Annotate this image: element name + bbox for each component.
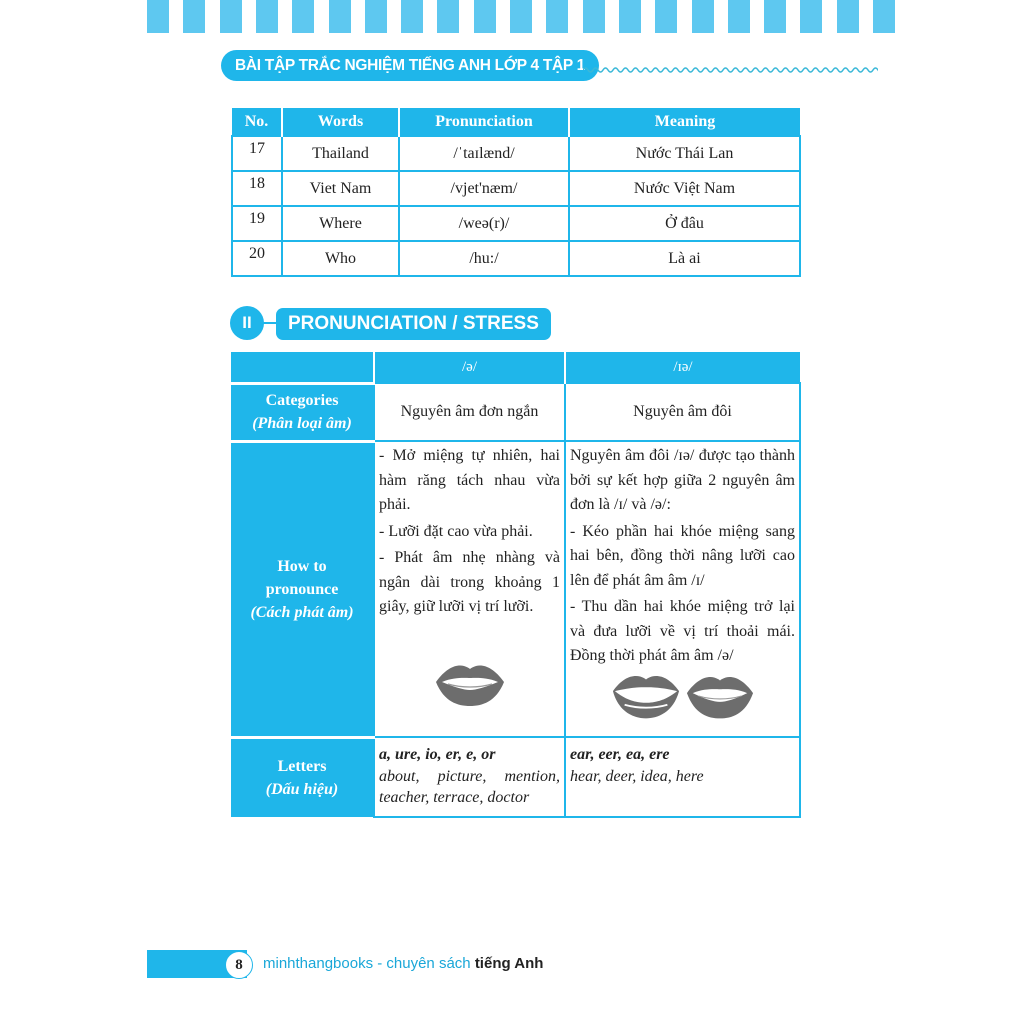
pronunciation-table (231, 352, 801, 818)
how-ia-step: Nguyên âm đôi /ɪə/ được tạo thành bởi sự kết hợp giữa 2 nguyên âm đơn là /ɪ/ và /ə/: (570, 447, 795, 513)
row-header-categories (231, 383, 374, 441)
row-no: 19 (232, 206, 282, 241)
lips-wide-icon (611, 671, 681, 721)
footer-brand-text: minhthangbooks - chuyên sách (263, 955, 471, 972)
lips-icon (434, 660, 506, 708)
table-row (232, 241, 800, 276)
categories-label-vi: (Phân loại âm) (252, 415, 352, 432)
stripe (837, 0, 859, 33)
row-word: Who (282, 241, 399, 276)
stripe (365, 0, 387, 33)
col-header-pronunciation: Pronunciation (399, 108, 569, 136)
categories-schwa: Nguyên âm đơn ngắn (374, 383, 565, 441)
lips-icon (685, 671, 755, 721)
row-meaning: Ở đâu (569, 206, 800, 241)
col-header-schwa: /ə/ (374, 352, 565, 383)
how-label: How to pronounce (265, 557, 339, 598)
stripe (474, 0, 496, 33)
stripe (437, 0, 459, 33)
footer-brand-bold: tiếng Anh (474, 955, 544, 972)
stripe (873, 0, 895, 33)
stripe (183, 0, 205, 33)
categories-ia: Nguyên âm đôi (565, 383, 800, 441)
row-no: 20 (232, 241, 282, 276)
stripe (546, 0, 568, 33)
schwa-letter-patterns: a, ure, io, er, e, or (379, 746, 496, 763)
categories-row (231, 383, 800, 441)
how-schwa-step: - Mở miệng tự nhiên, hai hàm răng tách nhau vừa phải. (379, 447, 560, 513)
header-stripes (147, 0, 877, 33)
book-title: BÀI TẬP TRẮC NGHIỆM TIẾNG ANH LỚP 4 TẬP 1 (221, 50, 599, 81)
ia-examples: hear, deer, idea, here (570, 768, 704, 785)
letters-schwa (374, 737, 565, 817)
row-pronunciation: /ˈtaɪlænd/ (399, 136, 569, 171)
how-schwa-step: - Lưỡi đặt cao vừa phải. (379, 522, 533, 540)
row-pronunciation: /hu:/ (399, 241, 569, 276)
how-ia (565, 441, 800, 737)
lips-illustration (379, 660, 560, 718)
row-header-how (231, 441, 374, 737)
page-number: 8 (225, 951, 253, 979)
schwa-examples: about, picture, mention, teacher, terrace, doctor (379, 768, 560, 806)
letters-label-vi: (Dấu hiệu) (265, 780, 339, 798)
col-header-meaning: Meaning (569, 108, 800, 136)
letters-row (231, 737, 800, 817)
how-ia-step: - Thu dần hai khóe miệng trở lại và đưa lưỡi về vị trí thoải mái. Đồng thời phát âm âm /ə/ (570, 598, 795, 664)
section-connector (263, 322, 277, 324)
section-title: PRONUNCIATION / STRESS (276, 308, 551, 340)
stripe (220, 0, 242, 33)
stripe (692, 0, 714, 33)
footer-brand (263, 955, 543, 972)
row-header-letters (231, 737, 374, 817)
stripe (764, 0, 786, 33)
row-pronunciation: /vjet'næm/ (399, 171, 569, 206)
stripe (510, 0, 532, 33)
wave-decoration (583, 64, 878, 76)
col-header-no: No. (232, 108, 282, 136)
stripe (292, 0, 314, 33)
stripe (401, 0, 423, 33)
vocabulary-table (231, 108, 801, 277)
stripe (329, 0, 351, 33)
stripe (800, 0, 822, 33)
table-row (232, 171, 800, 206)
how-to-row (231, 441, 800, 737)
stripe (655, 0, 677, 33)
how-ia-step: - Kéo phần hai khóe miệng sang hai bên, đồng thời nâng lưỡi cao lên để phát âm âm /ɪ/ (570, 522, 795, 589)
row-meaning: Nước Thái Lan (569, 136, 800, 171)
row-no: 17 (232, 136, 282, 171)
how-label-vi: (Cách phát âm) (250, 603, 354, 621)
col-header-ia: /ɪə/ (565, 352, 800, 383)
table-row (232, 206, 800, 241)
stripe (728, 0, 750, 33)
letters-ia (565, 737, 800, 817)
row-meaning: Là ai (569, 241, 800, 276)
row-word: Viet Nam (282, 171, 399, 206)
pron-header-row (231, 352, 800, 383)
section-number-badge: II (230, 306, 264, 340)
how-schwa (374, 441, 565, 737)
letters-label: Letters (277, 757, 327, 775)
col-header-words: Words (282, 108, 399, 136)
stripe (256, 0, 278, 33)
row-pronunciation: /weə(r)/ (399, 206, 569, 241)
vocab-header-row (232, 108, 800, 136)
table-row (232, 136, 800, 171)
categories-label: Categories (265, 392, 339, 409)
stripe (583, 0, 605, 33)
row-meaning: Nước Việt Nam (569, 171, 800, 206)
row-word: Where (282, 206, 399, 241)
ia-letter-patterns: ear, eer, ea, ere (570, 746, 670, 763)
lips-illustrations (570, 671, 795, 729)
stripe (619, 0, 641, 33)
row-word: Thailand (282, 136, 399, 171)
how-schwa-step: - Phát âm nhẹ nhàng và ngân dài trong khoảng 1 giây, giữ lưỡi vị trí lưỡi. (379, 549, 560, 615)
corner-cell (231, 352, 374, 383)
row-no: 18 (232, 171, 282, 206)
stripe (147, 0, 169, 33)
